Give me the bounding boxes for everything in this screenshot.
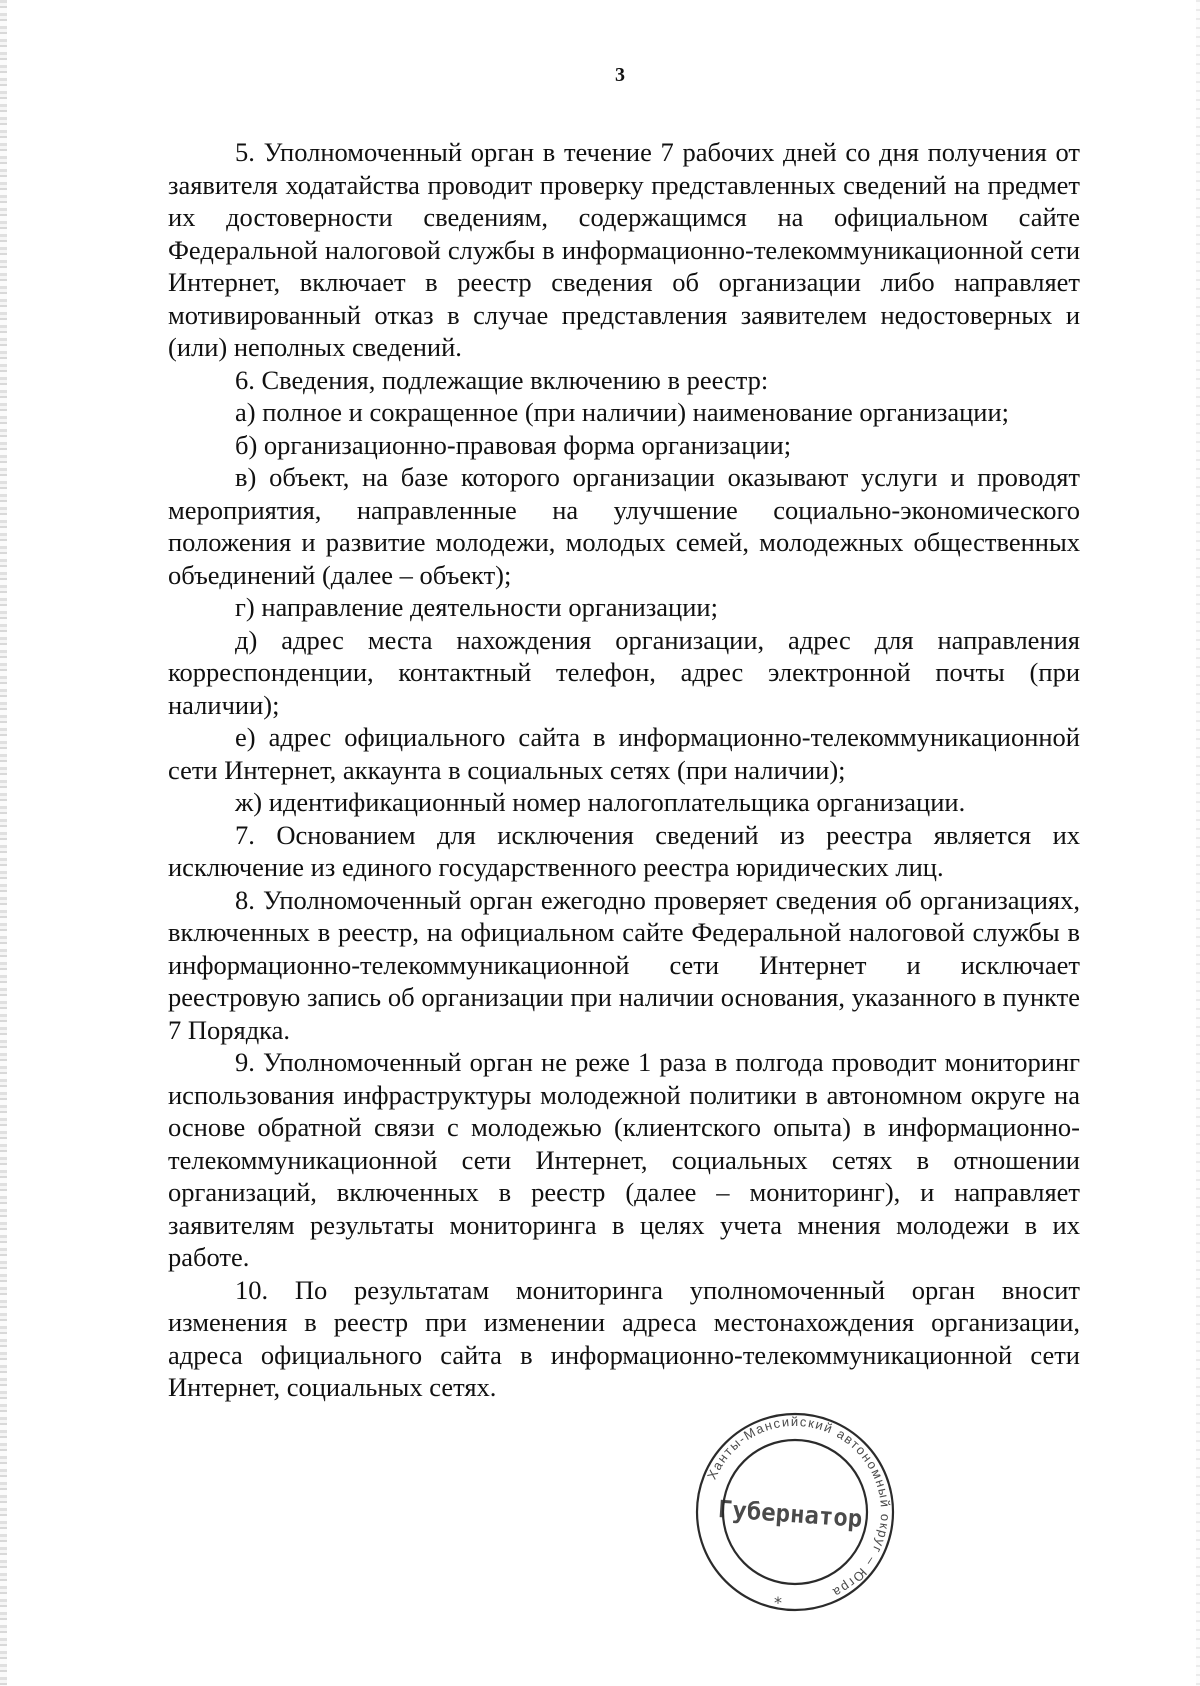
document-body — [168, 136, 1080, 1404]
paragraph-7: 7. Основанием для исключения сведений из реестра является их исключение из единого государственного реестра юридических лиц. — [168, 819, 1080, 882]
list-item-b: б) организационно-правовая форма организации; — [235, 429, 792, 460]
page-number: 3 — [615, 64, 625, 86]
scan-edge-right — [1196, 0, 1200, 1686]
scan-edge-left — [0, 0, 7, 1686]
paragraph-9: 9. Уполномоченный орган не реже 1 раза в полгода проводит мониторинг использования инфраструктуры молодежной политики в автономном округе на основе обратной связи с молодежью (клиентского опыта) в информационно-телекоммуникационной сети Интернет, социальных сетях в отношении организаций, включенных в реестр (далее – мониторинг), и направляет заявителям результаты мониторинга в целях учета мнения молодежи в их работе. — [168, 1047, 1080, 1272]
list-item-a: а) полное и сокращенное (при наличии) наименование организации; — [235, 397, 1010, 427]
paragraph-6: 6. Сведения, подлежащие включению в реестр: — [235, 364, 769, 395]
seal-center-text: Губернатор — [717, 1494, 864, 1534]
list-item-d: д) адрес места нахождения организации, адрес для направления корреспонденции, контактный телефон, адрес электронной почты (при наличии); — [168, 624, 1080, 720]
official-seal — [680, 1412, 910, 1612]
seal-ring-text: Ханты-Мансийский автономный округ – Югра — [703, 1413, 894, 1601]
paragraph-10: 10. По результатам мониторинга уполномоченный орган вносит изменения в реестр при изменении адреса местонахождения организации, адреса официального сайта в информационно-телекоммуникационной сети Интернет, социальных сетях. — [168, 1274, 1080, 1402]
list-item-e: е) адрес официального сайта в информационно-телекоммуникационной сети Интернет, аккаунта в социальных сетях (при наличии); — [168, 722, 1080, 785]
list-item-v: в) объект, на базе которого организации оказывают услуги и проводят мероприятия, направленные на улучшение социально-экономического положения и развитие молодежи, молодых семей, молодежных общественных объединений (далее – объект); — [168, 462, 1080, 590]
list-item-zh: ж) идентификационный номер налогоплательщика организации. — [235, 787, 966, 817]
list-item-g: г) направление деятельности организации; — [235, 592, 718, 622]
paragraph-8: 8. Уполномоченный орган ежегодно проверяет сведения об организациях, включенных в реестр, на официальном сайте Федеральной налоговой службы в информационно-телекоммуникационной сети Интернет и исключает реестровую запись об организации при наличии основания, указанного в пункте 7 Порядка. — [168, 884, 1080, 1045]
paragraph-5: 5. Уполномоченный орган в течение 7 рабочих дней со дня получения от заявителя ходатайства проводит проверку представленных сведений на предмет их достоверности сведениям, содержащимся на официальном сайте Федеральной налоговой службы в информационно-телекоммуникационной сети Интернет, включает в реестр сведения об организации либо направляет мотивированный отказ в случае представления заявителем недостоверных и (или) неполных сведений. — [168, 137, 1080, 362]
seal-star: * — [774, 1593, 782, 1612]
